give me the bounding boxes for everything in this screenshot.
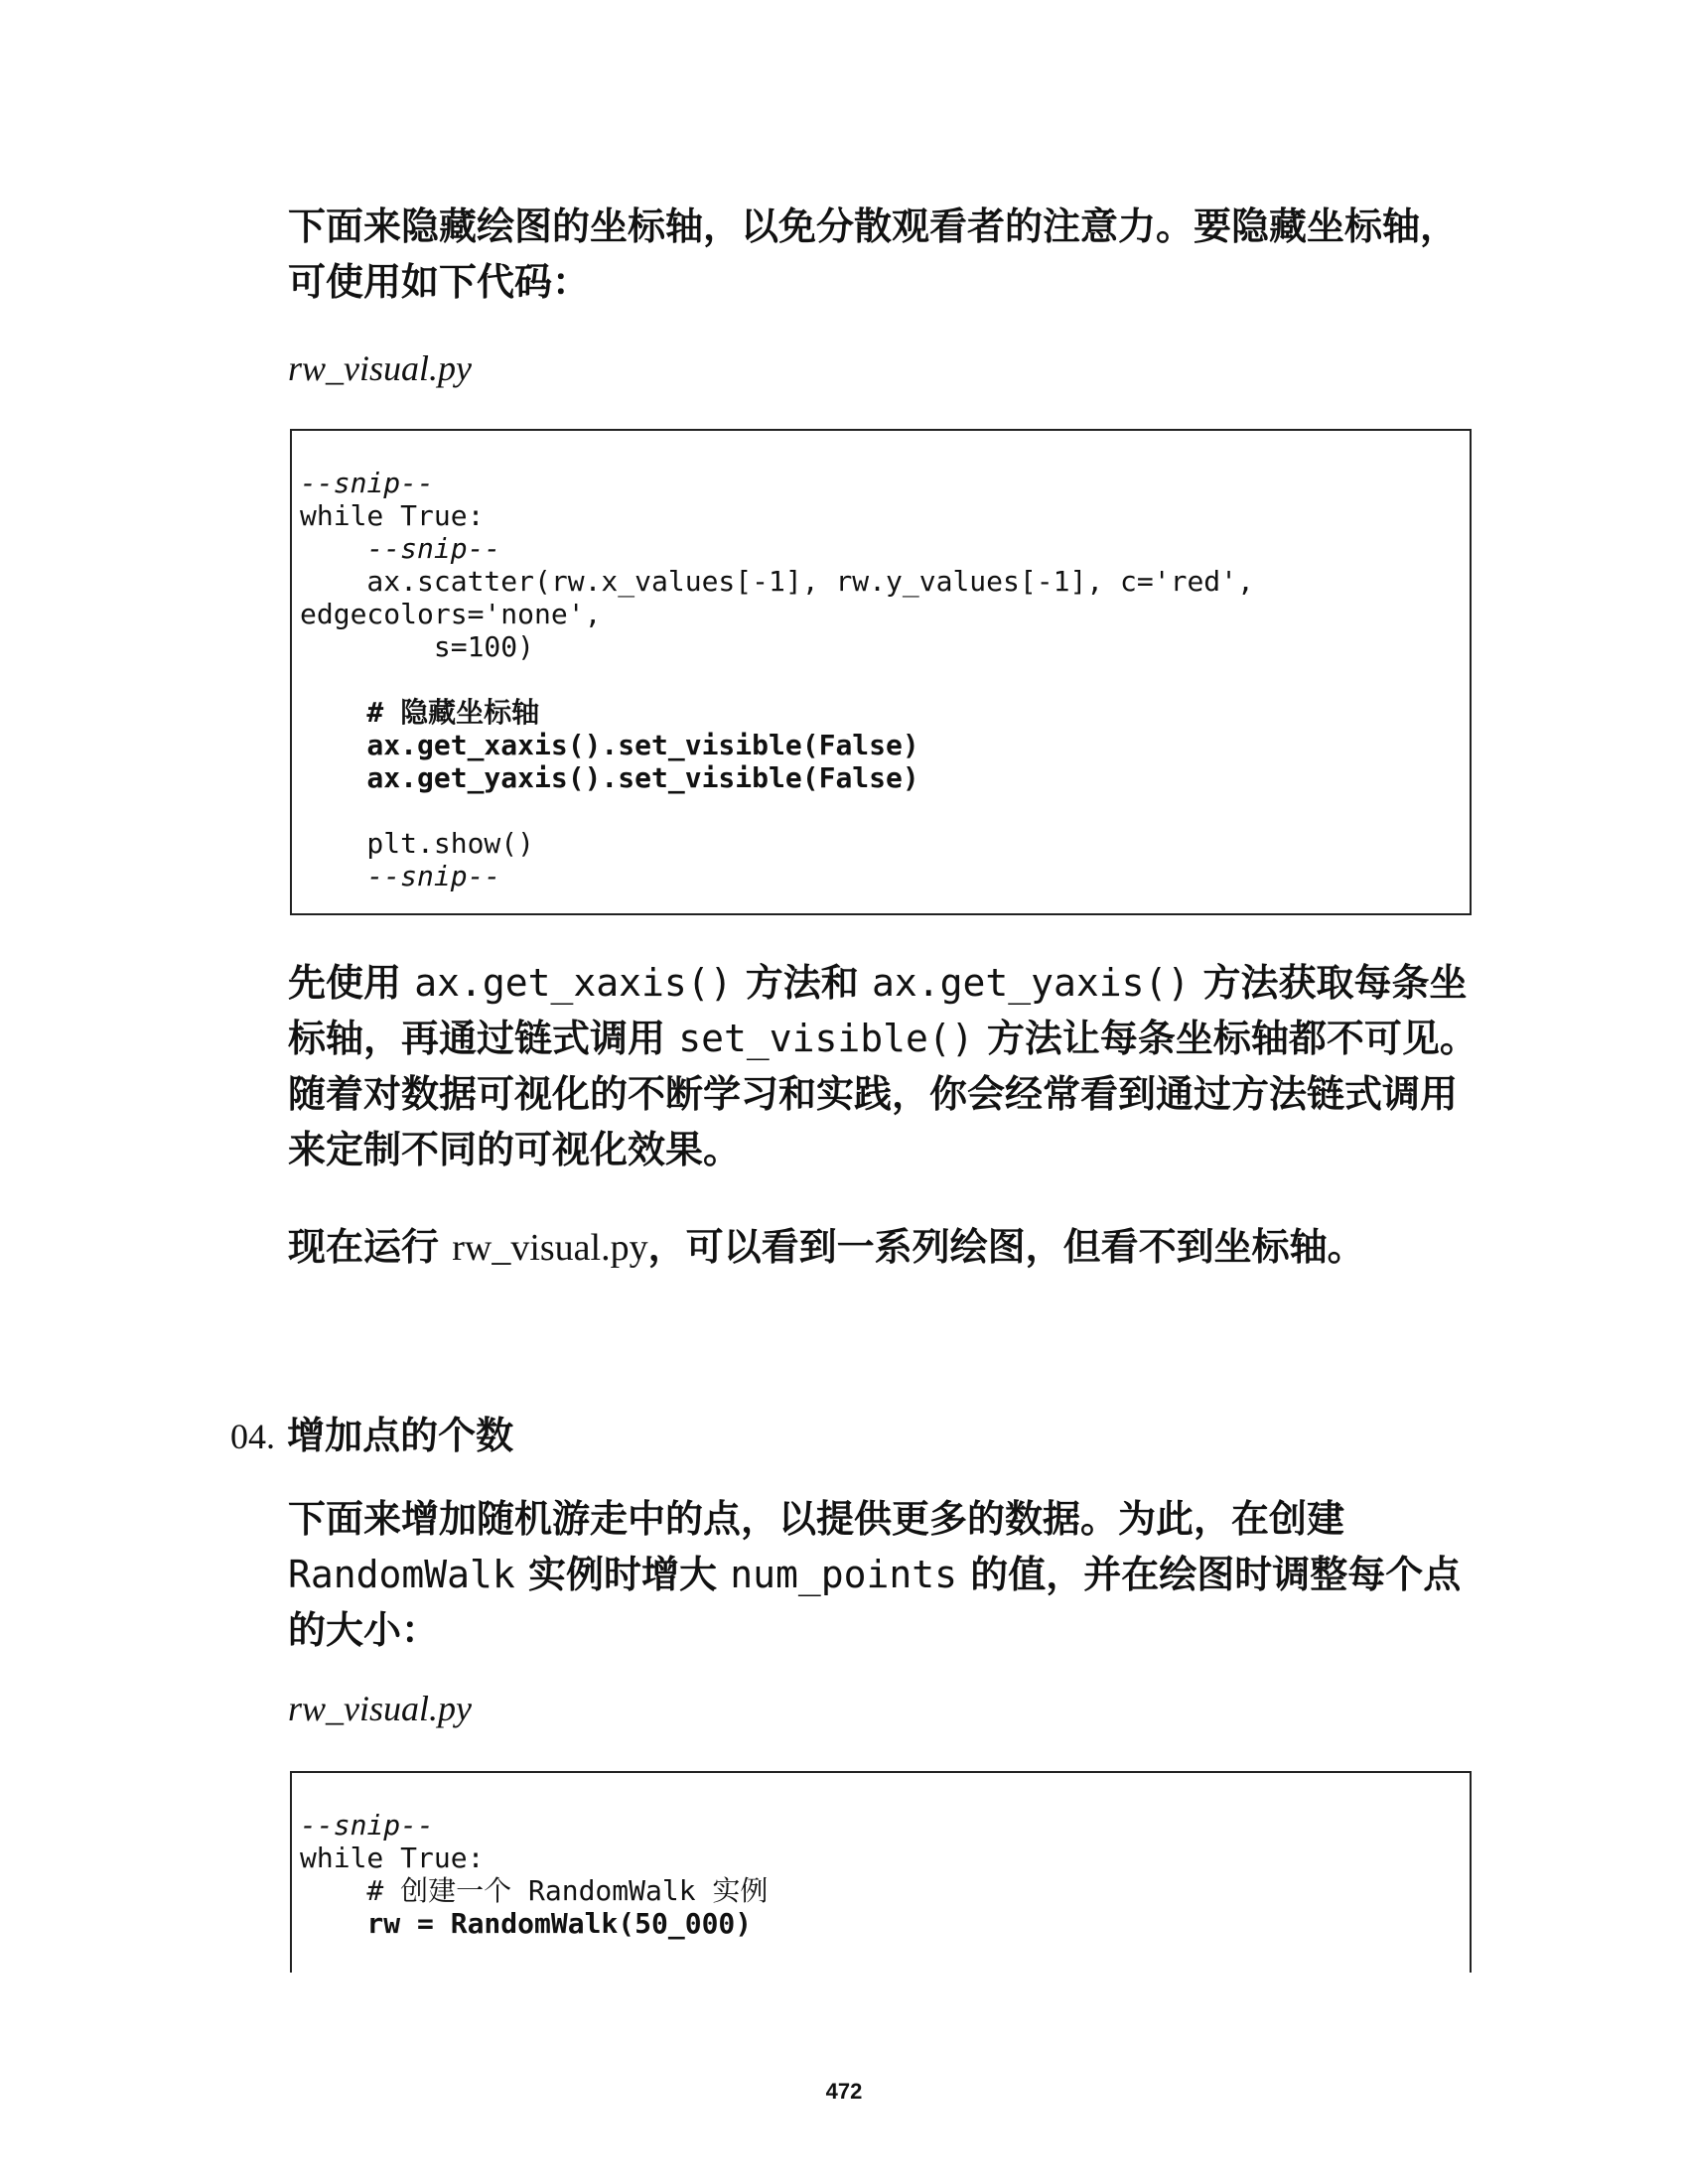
inline-code: ax.get_yaxis() bbox=[872, 961, 1191, 1005]
page-number: 472 bbox=[825, 2079, 863, 2104]
code-line: --snip-- bbox=[300, 860, 501, 892]
code-line: s=100) bbox=[300, 630, 535, 663]
inline-code: ax.get_xaxis() bbox=[414, 961, 733, 1005]
code-line: while True: bbox=[300, 499, 485, 532]
inline-code: num_points bbox=[730, 1553, 958, 1596]
code-line: --snip-- bbox=[300, 1809, 434, 1842]
inline-code: RandomWalk bbox=[288, 1553, 515, 1596]
code-line: ax.get_xaxis().set_visible(False) bbox=[300, 729, 919, 761]
section-title: 增加点的个数 bbox=[287, 1414, 514, 1457]
explain-paragraph: 先使用 ax.get_xaxis() 方法和 ax.get_yaxis() 方法获取每条坐标轴，再通过链式调用 set_visible() 方法让每条坐标轴都不可见。随着对数据可视化的不断学习和实践，你会经常看到通过方法链式调用来定制不同的可视化效果。 bbox=[288, 961, 1477, 1171]
code1-filename: rw_visual.py bbox=[288, 348, 472, 388]
code-block-2 bbox=[290, 1771, 1472, 1973]
section-heading bbox=[230, 1408, 513, 1464]
code-line: plt.show() bbox=[300, 827, 535, 860]
code-line: ax.get_yaxis().set_visible(False) bbox=[300, 761, 919, 794]
section-number: 04. bbox=[230, 1417, 275, 1456]
code-comment: # 隐藏坐标轴 bbox=[300, 696, 540, 729]
code-line: ax.scatter(rw.x_values[-1], rw.y_values[-1], c='red', bbox=[300, 565, 1254, 598]
intro-paragraph: 下面来隐藏绘图的坐标轴，以免分散观看者的注意力。要隐藏坐标轴，可使用如下代码： bbox=[288, 205, 1459, 304]
code-line: while True: bbox=[300, 1842, 485, 1874]
code-comment: # 创建一个 RandomWalk 实例 bbox=[300, 1874, 769, 1907]
code-line: --snip-- bbox=[300, 467, 434, 499]
run-paragraph: 现在运行 rw_visual.py，可以看到一系列绘图，但看不到坐标轴。 bbox=[288, 1225, 1365, 1269]
code-line: rw = RandomWalk(50_000) bbox=[300, 1907, 753, 1940]
code-line: --snip-- bbox=[300, 532, 501, 565]
inline-filename: rw_visual.py bbox=[452, 1227, 648, 1269]
code-block-1 bbox=[290, 429, 1472, 915]
code-line: edgecolors='none', bbox=[300, 598, 602, 630]
code2-filename: rw_visual.py bbox=[288, 1689, 472, 1728]
increase-paragraph: 下面来增加随机游走中的点，以提供更多的数据。为此，在创建 RandomWalk 实例时增大 num_points 的值，并在绘图时调整每个点的大小： bbox=[288, 1497, 1462, 1652]
inline-code: set_visible() bbox=[678, 1017, 974, 1060]
